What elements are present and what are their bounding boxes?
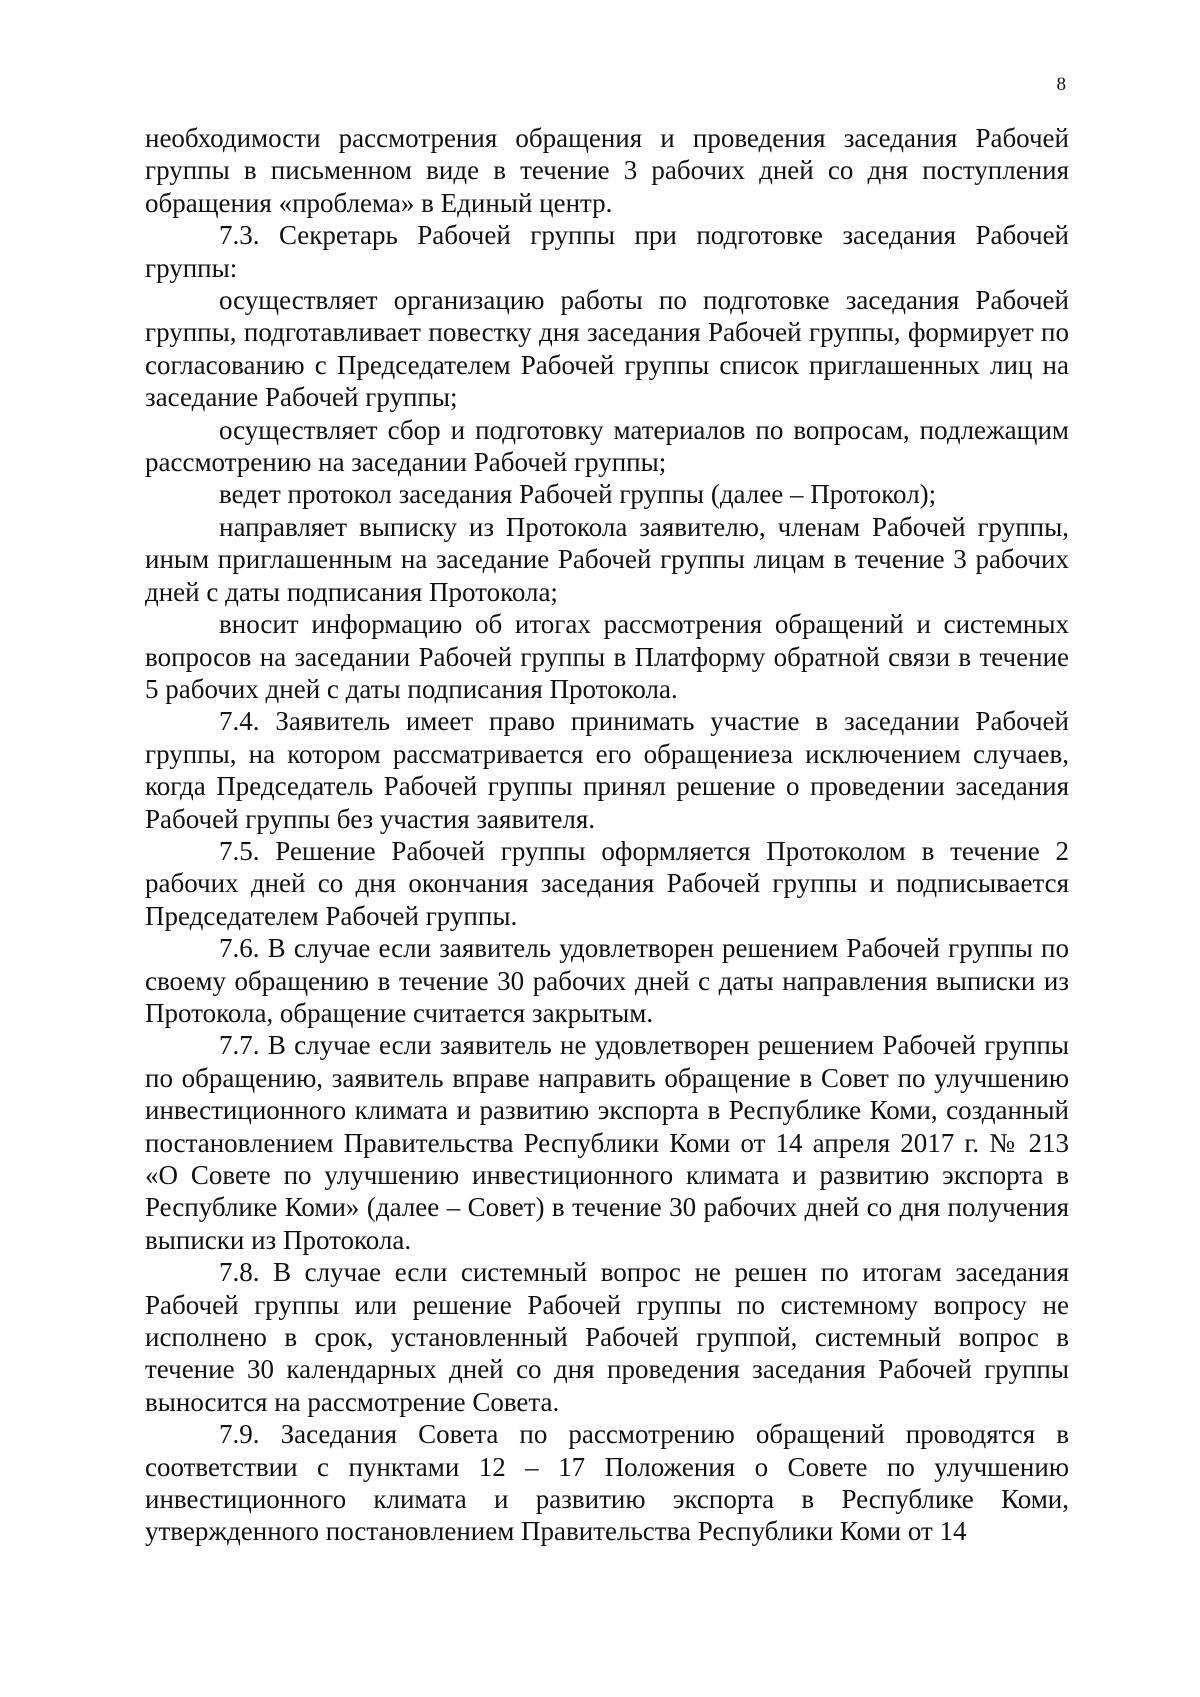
paragraph-duty-extract: направляет выписку из Протокола заявителю, членам Рабочей группы, иным приглашенным на заседание Рабочей группы лицам в течение 3 рабочих дней с даты подписания Протокола;	[145, 511, 1069, 607]
paragraph-7-8: 7.8. В случае если системный вопрос не решен по итогам заседания Рабочей группы или решение Рабочей группы по системному вопросу не исполнено в срок, установленный Рабочей группой, системный вопрос в течение 30 календарных дней со дня проведения заседания Рабочей группы выносится на рассмотрение Совета.	[145, 1257, 1069, 1417]
page-number: 8	[1056, 74, 1066, 95]
paragraph-7-7: 7.7. В случае если заявитель не удовлетворен решением Рабочей группы по обращению, заявитель вправе направить обращение в Совет по улучшению инвестиционного климата и развитию экспорта в Республике Коми, созданный постановлением Правительства Республики Коми от 14 апреля 2017 г. № 213 «О Совете по улучшению инвестиционного климата и развитию экспорта в Республике Коми» (далее – Совет) в течение 30 рабочих дней со дня получения выписки из Протокола.	[145, 1030, 1069, 1255]
paragraph-continuation: необходимости рассмотрения обращения и проведения заседания Рабочей группы в письменном виде в течение 3 рабочих дней со дня поступления обращения «проблема» в Единый центр.	[145, 123, 1069, 218]
paragraph-duty-organization: осуществляет организацию работы по подготовке заседания Рабочей группы, подготавливает повестку дня заседания Рабочей группы, формирует по согласованию с Председателем Рабочей группы список приглашенных лиц на заседание Рабочей группы;	[145, 285, 1069, 413]
paragraph-7-3: 7.3. Секретарь Рабочей группы при подготовке заседания Рабочей группы:	[145, 220, 1069, 283]
paragraph-7-9: 7.9. Заседания Совета по рассмотрению обращений проводятся в соответствии с пунктами 12 – 17 Положения о Совете по улучшению инвестиционного климата и развитию экспорта в Республике Коми, утвержденного постановлением Правительства Республики Коми от 14	[145, 1419, 1069, 1547]
paragraph-7-5: 7.5. Решение Рабочей группы оформляется Протоколом в течение 2 рабочих дней со дня окончания заседания Рабочей группы и подписывается Председателем Рабочей группы.	[145, 835, 1069, 931]
paragraph-7-6: 7.6. В случае если заявитель удовлетворен решением Рабочей группы по своему обращению в течение 30 рабочих дней с даты направления выписки из Протокола, обращение считается закрытым.	[145, 933, 1069, 1028]
paragraph-duty-materials: осуществляет сбор и подготовку материалов по вопросам, подлежащим рассмотрению на заседании Рабочей группы;	[145, 414, 1069, 478]
paragraph-duty-platform: вносит информацию об итогах рассмотрения обращений и системных вопросов на заседании Рабочей группы в Платформу обратной связи в течение 5 рабочих дней с даты подписания Протокола.	[145, 609, 1069, 704]
paragraph-7-4: 7.4. Заявитель имеет право принимать участие в заседании Рабочей группы, на котором рассматривается его обращениеза исключением случаев, когда Председатель Рабочей группы принял решение о проведении заседания Рабочей группы без участия заявителя.	[145, 706, 1069, 834]
paragraph-duty-protocol: ведет протокол заседания Рабочей группы (далее – Протокол);	[219, 479, 937, 510]
document-body	[145, 122, 1069, 1548]
